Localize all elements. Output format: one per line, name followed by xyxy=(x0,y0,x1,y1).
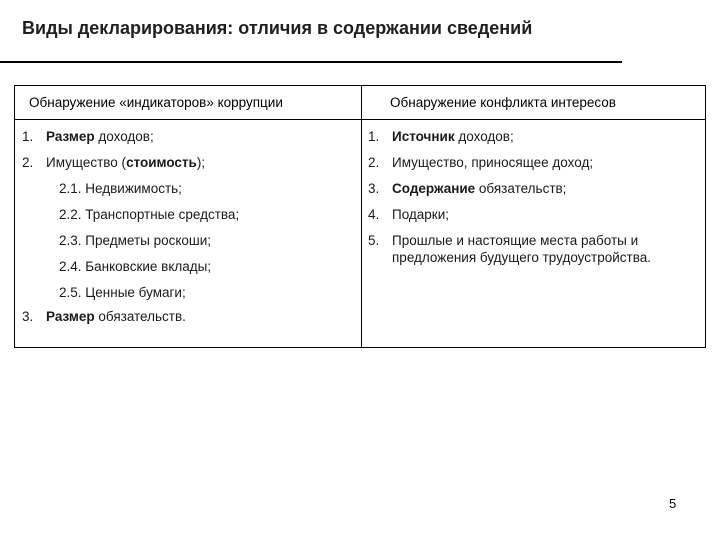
header-corruption-indicators: Обнаружение «индикаторов» коррупции xyxy=(29,95,283,110)
left-item-2-3: 2.3. Предметы роскоши; xyxy=(59,233,212,248)
left-item-2-2: 2.2. Транспортные средства; xyxy=(59,207,240,222)
left-item-3: 3. Размер обязательств. xyxy=(22,309,186,324)
title-underline xyxy=(0,61,622,63)
left-item-2: 2. Имущество (стоимость); xyxy=(22,155,206,170)
column-divider xyxy=(361,86,362,347)
comparison-table xyxy=(14,85,706,348)
right-item-2: 2. Имущество, приносящее доход; xyxy=(368,155,594,170)
header-conflict-of-interest: Обнаружение конфликта интересов xyxy=(390,95,616,110)
left-item-2-1: 2.1. Недвижимость; xyxy=(59,181,182,196)
right-item-5: 5. Прошлые и настоящие места работы и предложения будущего трудоустройства. xyxy=(368,233,651,265)
right-item-4: 4. Подарки; xyxy=(368,207,450,222)
left-item-2-4: 2.4. Банковские вклады; xyxy=(59,259,212,274)
right-item-3: 3. Содержание обязательств; xyxy=(368,181,567,196)
table-header-row xyxy=(15,86,705,120)
left-item-1: 1. Размер доходов; xyxy=(22,129,154,144)
right-item-1: 1. Источник доходов; xyxy=(368,129,514,144)
page-number: 5 xyxy=(669,496,677,511)
slide-title: Виды декларирования: отличия в содержании сведений xyxy=(22,18,533,38)
left-item-2-5: 2.5. Ценные бумаги; xyxy=(59,285,186,300)
